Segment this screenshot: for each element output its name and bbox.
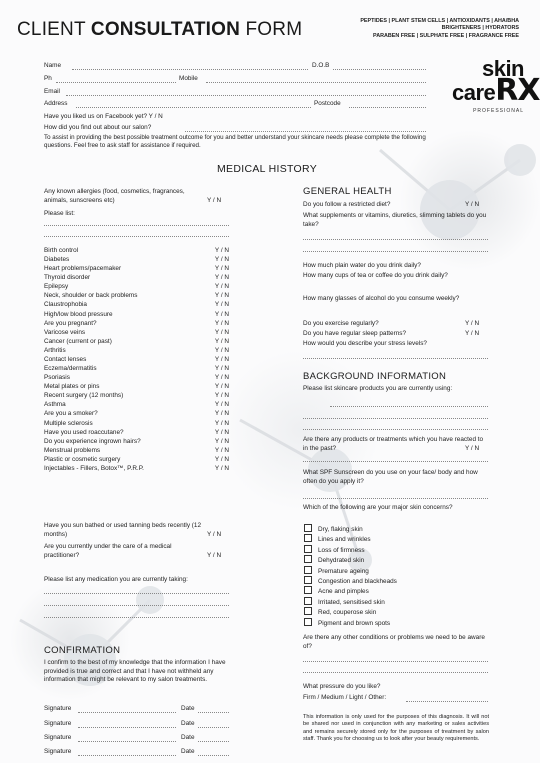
signature-field[interactable] [78, 727, 176, 728]
date-label: Date [181, 720, 195, 727]
condition-label: Recent surgery (12 months) [44, 392, 124, 400]
name-label: Name [44, 62, 62, 69]
condition-label: Thyroid disorder [44, 274, 91, 282]
condition-label: Are you pregnant? [44, 319, 97, 327]
checkbox[interactable] [304, 555, 312, 563]
skin-concern-option[interactable] [304, 524, 363, 534]
condition-yn[interactable]: Y / N [214, 401, 229, 409]
condition-yn[interactable]: Y / N [214, 355, 229, 363]
found-us-question: How did you find out about our salon? [44, 124, 152, 131]
spf-question: What SPF Sunscreen do you use on your face/ body and how often do you apply it? [303, 469, 478, 485]
spf-line[interactable] [303, 498, 488, 499]
products-line-2[interactable] [303, 418, 488, 419]
condition-yn[interactable]: Y / N [214, 301, 229, 309]
medical-condition-row [44, 374, 229, 382]
condition-yn[interactable]: Y / N [214, 464, 229, 472]
pressure-options[interactable]: Firm / Medium / Light / Other: [303, 694, 387, 701]
concern-label: Red, couperose skin [318, 609, 377, 617]
condition-yn[interactable]: Y / N [214, 310, 229, 318]
name-field[interactable] [72, 69, 308, 70]
condition-yn[interactable]: Y / N [214, 428, 229, 436]
skin-concern-option[interactable] [304, 545, 365, 555]
condition-label: Diabetes [44, 256, 70, 264]
condition-yn[interactable]: Y / N [214, 247, 229, 254]
pressure-other-field[interactable] [406, 701, 488, 702]
signature-field[interactable] [78, 712, 176, 713]
condition-label: Plastic or cosmetic surgery [44, 455, 121, 463]
medical-condition-row [44, 320, 229, 328]
condition-yn[interactable]: Y / N [214, 410, 229, 418]
skin-concern-option[interactable] [304, 607, 376, 617]
medical-condition-row [44, 338, 229, 346]
condition-yn[interactable]: Y / N [214, 365, 229, 373]
sleep-yn[interactable]: Y / N [465, 330, 480, 337]
facebook-question: Have you liked us on Facebook yet? Y / N [44, 113, 163, 120]
condition-label: Metal plates or pins [44, 383, 100, 391]
condition-yn[interactable]: Y / N [214, 265, 229, 273]
condition-label: Birth control [44, 247, 79, 254]
checkbox[interactable] [304, 597, 312, 605]
reacted-line[interactable] [303, 461, 488, 462]
condition-label: Injectables - Fillers, Botox™, P.R.P. [44, 464, 144, 472]
medical-condition-row [44, 301, 229, 309]
other-conditions-question: Are there any other conditions or problems we need to be aware of? [303, 634, 485, 650]
checkbox[interactable] [304, 607, 312, 615]
stress-question: How would you describe your stress levels? [303, 340, 427, 347]
reacted-question: Are there any products or treatments which you have reacted to in the past? [303, 436, 484, 452]
supplements-line-1[interactable] [303, 239, 488, 240]
privacy-notice: This information is only used for the purposes of this diagnosis. It will not be shared nor used in conjunction with any marketing or sales activities and remains securely stored only for the purposes of treatment by salon staff. Thank you for choosing us to look after your beauty requirements. [303, 714, 489, 743]
form-title: CLIENT CONSULTATION FORM [17, 19, 303, 40]
condition-label: Arthritis [44, 346, 66, 354]
practitioner-question: Are you currently under the care of a medical practitioner? [44, 543, 172, 559]
condition-yn[interactable]: Y / N [214, 337, 229, 345]
found-us-field[interactable] [185, 131, 426, 132]
signature-label: Signature [44, 720, 72, 727]
medical-condition-row [44, 410, 229, 418]
date-label: Date [181, 748, 195, 755]
medical-condition-row [44, 311, 229, 319]
other-line-1[interactable] [303, 661, 488, 662]
skin-concern-option[interactable] [304, 597, 385, 607]
tea-question: How many cups of tea or coffee do you drink daily? [303, 272, 448, 279]
confirmation-heading: CONFIRMATION [44, 645, 121, 656]
date-field[interactable] [198, 755, 229, 756]
medical-condition-row [44, 365, 229, 373]
condition-label: Psoriasis [44, 374, 70, 382]
medication-line-3[interactable] [44, 617, 229, 618]
water-question: How much plain water do you drink daily? [303, 262, 421, 269]
medication-question: Please list any medication you are currently taking: [44, 576, 188, 583]
condition-label: High/low blood pressure [44, 310, 113, 318]
sleep-question: Do you have regular sleep patterns? [303, 330, 407, 337]
medical-condition-row [44, 256, 229, 264]
tanning-question: Have you sun bathed or used tanning beds recently (12 months) [44, 522, 202, 538]
checkbox[interactable] [304, 566, 312, 574]
address-label: Address [44, 100, 68, 107]
checkbox[interactable] [304, 524, 312, 532]
products-question: Please list skincare products you are currently using: [303, 385, 453, 392]
concern-label: Dehydrated skin [318, 557, 365, 565]
condition-yn[interactable]: Y / N [214, 292, 229, 300]
condition-yn[interactable]: Y / N [214, 374, 229, 382]
condition-yn[interactable]: Y / N [214, 437, 229, 445]
checkbox[interactable] [304, 545, 312, 553]
medical-history-heading: MEDICAL HISTORY [217, 163, 317, 175]
concern-label: Irritated, sensitised skin [318, 598, 385, 606]
skin-concern-option[interactable] [304, 618, 390, 628]
diet-yn[interactable]: Y / N [465, 201, 480, 208]
signature-label: Signature [44, 705, 72, 712]
condition-label: Contact lenses [44, 355, 87, 363]
condition-yn[interactable]: Y / N [214, 446, 229, 454]
date-label: Date [181, 705, 195, 712]
concern-label: Premature ageing [318, 567, 369, 575]
dob-label: D.O.B [312, 62, 330, 69]
signature-field[interactable] [78, 755, 176, 756]
supplements-line-2[interactable] [303, 251, 488, 252]
condition-yn[interactable]: Y / N [214, 392, 229, 400]
medical-condition-row [44, 283, 229, 291]
signature-label: Signature [44, 748, 72, 755]
concern-label: Pigment and brown spots [318, 619, 391, 627]
concern-label: Dry, flaking skin [318, 526, 363, 533]
concern-label: Acne and pimples [318, 588, 369, 596]
allergy-line-1[interactable] [44, 225, 229, 226]
medical-condition-row [44, 392, 229, 400]
date-field[interactable] [198, 712, 229, 713]
medical-condition-row [44, 265, 229, 273]
condition-label: Asthma [44, 401, 66, 409]
tanning-yn[interactable]: Y / N [207, 531, 222, 538]
products-line-1[interactable] [330, 406, 488, 407]
exercise-question: Do you exercise regularly? [303, 320, 379, 327]
postcode-label: Postcode [314, 100, 341, 107]
assist-instructions: To assist in providing the best possible treatment outcome for you and better understand your skincare needs please complete the following questions. Feel free to ask staff for assistance if required. [44, 134, 426, 150]
condition-yn[interactable]: Y / N [214, 283, 229, 291]
condition-yn[interactable]: Y / N [214, 383, 229, 391]
email-label: Email [44, 88, 60, 95]
practitioner-yn[interactable]: Y / N [207, 552, 222, 559]
date-field[interactable] [198, 741, 229, 742]
skin-concern-option[interactable] [304, 534, 371, 544]
medical-condition-row [44, 447, 229, 455]
product-tags: PEPTIDES | PLANT STEM CELLS | ANTIOXIDANTS | AHA/BHA BRIGHTENERS | HYDRATORS PARABEN FREE | SULPHATE FREE | FRAGRANCE FREE [360, 18, 519, 39]
skin-concern-option[interactable] [304, 555, 364, 565]
concern-label: Lines and wrinkles [318, 536, 371, 544]
date-label: Date [181, 734, 195, 741]
concerns-question: Which of the following are your major skin concerns? [303, 504, 453, 511]
please-list-label: Please list: [44, 210, 75, 217]
products-line-3[interactable] [303, 429, 488, 430]
medical-condition-row [44, 292, 229, 300]
address-field[interactable] [76, 107, 311, 108]
skin-concern-option[interactable] [304, 576, 397, 586]
condition-yn[interactable]: Y / N [214, 455, 229, 463]
allergy-line-2[interactable] [44, 236, 229, 237]
condition-yn[interactable]: Y / N [214, 346, 229, 354]
condition-yn[interactable]: Y / N [214, 319, 229, 327]
other-line-2[interactable] [303, 672, 488, 673]
medication-line-1[interactable] [44, 593, 229, 594]
allergies-yn[interactable]: Y / N [207, 197, 222, 204]
medical-condition-row [44, 383, 229, 391]
medical-condition-row [44, 347, 229, 355]
alcohol-question: How many glasses of alcohol do you consume weekly? [303, 295, 460, 302]
reacted-yn[interactable]: Y / N [465, 445, 480, 452]
checkbox[interactable] [304, 586, 312, 594]
confirmation-statement: I confirm to the best of my knowledge that the information I have provided is true and correct and that I have not withheld any information that might be relevant to my salon treatments. [44, 659, 226, 684]
condition-label: Do you experience ingrown hairs? [44, 437, 141, 445]
email-field[interactable] [66, 95, 426, 96]
condition-label: Epilepsy [44, 283, 69, 291]
supplements-question: What supplements or vitamins, diuretics, slimming tablets do you take? [303, 212, 487, 228]
condition-label: Neck, shoulder or back problems [44, 292, 138, 300]
brand-logo: skin careRX PROFESSIONAL [452, 56, 540, 114]
condition-label: Are you a smoker? [44, 410, 98, 418]
condition-label: Heart problems/pacemaker [44, 265, 122, 273]
condition-label: Eczema/dermatitis [44, 365, 97, 373]
skin-concern-option[interactable] [304, 566, 369, 576]
condition-label: Claustrophobia [44, 301, 87, 309]
mobile-field[interactable] [206, 82, 426, 83]
exercise-yn[interactable]: Y / N [465, 320, 480, 327]
medical-condition-row [44, 429, 229, 437]
checkbox[interactable] [304, 576, 312, 584]
medical-condition-row [44, 274, 229, 282]
phone-field[interactable] [56, 82, 176, 83]
medical-condition-row [44, 438, 229, 446]
background-heading: BACKGROUND INFORMATION [303, 371, 447, 382]
medical-condition-row [44, 401, 229, 409]
dob-field[interactable] [333, 69, 426, 70]
condition-label: Multiple sclerosis [44, 419, 93, 427]
concern-label: Congestion and blackheads [318, 578, 397, 585]
postcode-field[interactable] [349, 107, 426, 108]
medical-condition-row [44, 420, 229, 428]
pressure-question: What pressure do you like? [303, 683, 381, 690]
phone-label: Ph [44, 75, 52, 82]
medical-condition-row [44, 465, 229, 473]
medical-condition-row [44, 356, 229, 364]
diet-question: Do you follow a restricted diet? [303, 201, 391, 208]
signature-label: Signature [44, 734, 72, 741]
condition-label: Menstrual problems [44, 446, 101, 454]
skin-concern-option[interactable] [304, 586, 369, 596]
mobile-label: Mobile [179, 75, 198, 82]
condition-label: Varicose veins [44, 328, 86, 336]
medical-condition-row [44, 247, 229, 255]
checkbox[interactable] [304, 534, 312, 542]
general-health-heading: GENERAL HEALTH [303, 186, 392, 197]
medication-line-2[interactable] [44, 605, 229, 606]
signature-field[interactable] [78, 741, 176, 742]
stress-line[interactable] [303, 358, 488, 359]
allergies-question: Any known allergies (food, cosmetics, fragrances, animals, sunscreens etc) [44, 188, 185, 204]
medical-condition-row [44, 456, 229, 464]
date-field[interactable] [198, 727, 229, 728]
checkbox[interactable] [304, 618, 312, 626]
condition-yn[interactable]: Y / N [214, 328, 229, 336]
condition-yn[interactable]: Y / N [214, 256, 229, 264]
medical-condition-row [44, 329, 229, 337]
condition-yn[interactable]: Y / N [214, 419, 229, 427]
concern-label: Loss of firmness [318, 546, 365, 554]
condition-label: Cancer (current or past) [44, 337, 112, 345]
condition-label: Have you used roaccutane? [44, 428, 124, 436]
condition-yn[interactable]: Y / N [214, 274, 229, 282]
